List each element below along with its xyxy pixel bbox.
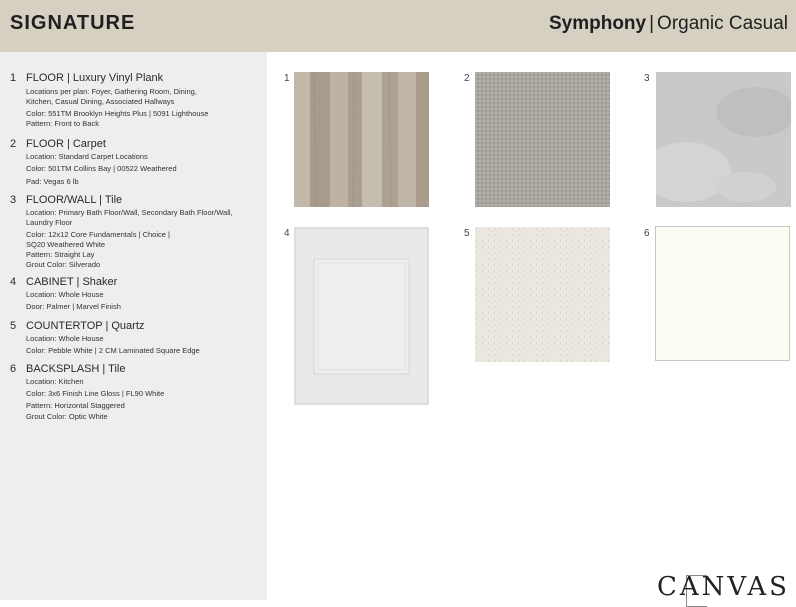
stone-tile-swatch [656,72,791,207]
item-detail: Grout Color: Silverado [26,260,101,269]
item-title: CABINET | Shaker [26,276,118,288]
item-detail: SQ20 Weathered White [26,240,106,249]
item-title: FLOOR | Carpet [26,138,106,150]
item-detail: Location: Primary Bath Floor/Wall, Secondary Bath Floor/Wall, [26,208,233,217]
item-detail: Grout Color: Optic White [26,412,108,421]
swatch-label: 2 [464,73,470,84]
item-detail: Color: 3x6 Finish Line Gloss | FL90 White [26,389,165,398]
item-detail: Location: Whole House [26,290,104,299]
title-separator: | [649,13,655,34]
canvas-logo: CANVAS [656,572,790,602]
item-detail: Locations per plan: Foyer, Gathering Room, Dining, [26,87,197,96]
item-detail: Door: Palmer | Marvel Finish [26,302,121,311]
collection-style: Organic Casual [657,13,788,34]
item-detail: Color: 501TM Collins Bay | 00522 Weathered [26,164,177,173]
swatch-label: 1 [284,73,290,84]
item-number: 3 [10,194,17,206]
swatch-label: 3 [644,73,650,84]
item-number: 4 [10,276,17,288]
swatch-label: 6 [644,228,650,239]
brand-title: SIGNATURE [10,12,136,34]
item-title: COUNTERTOP | Quartz [26,320,145,332]
item-detail: Color: 12x12 Core Fundamentals | Choice | [26,230,170,239]
shaker-cabinet-swatch [294,227,429,405]
header-bar [0,0,796,52]
item-title: FLOOR | Luxury Vinyl Plank [26,72,164,84]
vinyl-plank-swatch [294,72,429,207]
item-detail: Laundry Floor [26,218,73,227]
quartz-swatch [475,227,610,362]
item-detail: Pattern: Horizontal Staggered [26,401,125,410]
item-detail: Kitchen, Casual Dining, Associated Hallways [26,97,175,106]
selection-list [0,52,267,600]
carpet-swatch [475,72,610,207]
item-detail: Pattern: Straight Lay [26,250,95,259]
swatch-label: 5 [464,228,470,239]
collection-name: Symphony [548,13,647,34]
item-title: FLOOR/WALL | Tile [26,194,123,206]
item-number: 5 [10,320,17,332]
item-detail: Color: Pebble White | 2 CM Laminated Square Edge [26,346,200,355]
item-detail: Location: Standard Carpet Locations [26,152,148,161]
item-number: 1 [10,72,17,84]
item-number: 2 [10,138,17,150]
item-detail: Pad: Vegas 6 lb [26,177,79,186]
item-title: BACKSPLASH | Tile [26,363,126,375]
item-number: 6 [10,363,17,375]
collection-title [549,13,788,35]
swatch-label: 4 [284,228,290,239]
item-detail: Color: 551TM Brooklyn Heights Plus | 5091 Lighthouse [26,109,209,118]
item-detail: Pattern: Front to Back [26,119,99,128]
item-detail: Location: Whole House [26,334,104,343]
item-detail: Location: Kitchen [26,377,84,386]
backsplash-tile-swatch [655,226,790,361]
